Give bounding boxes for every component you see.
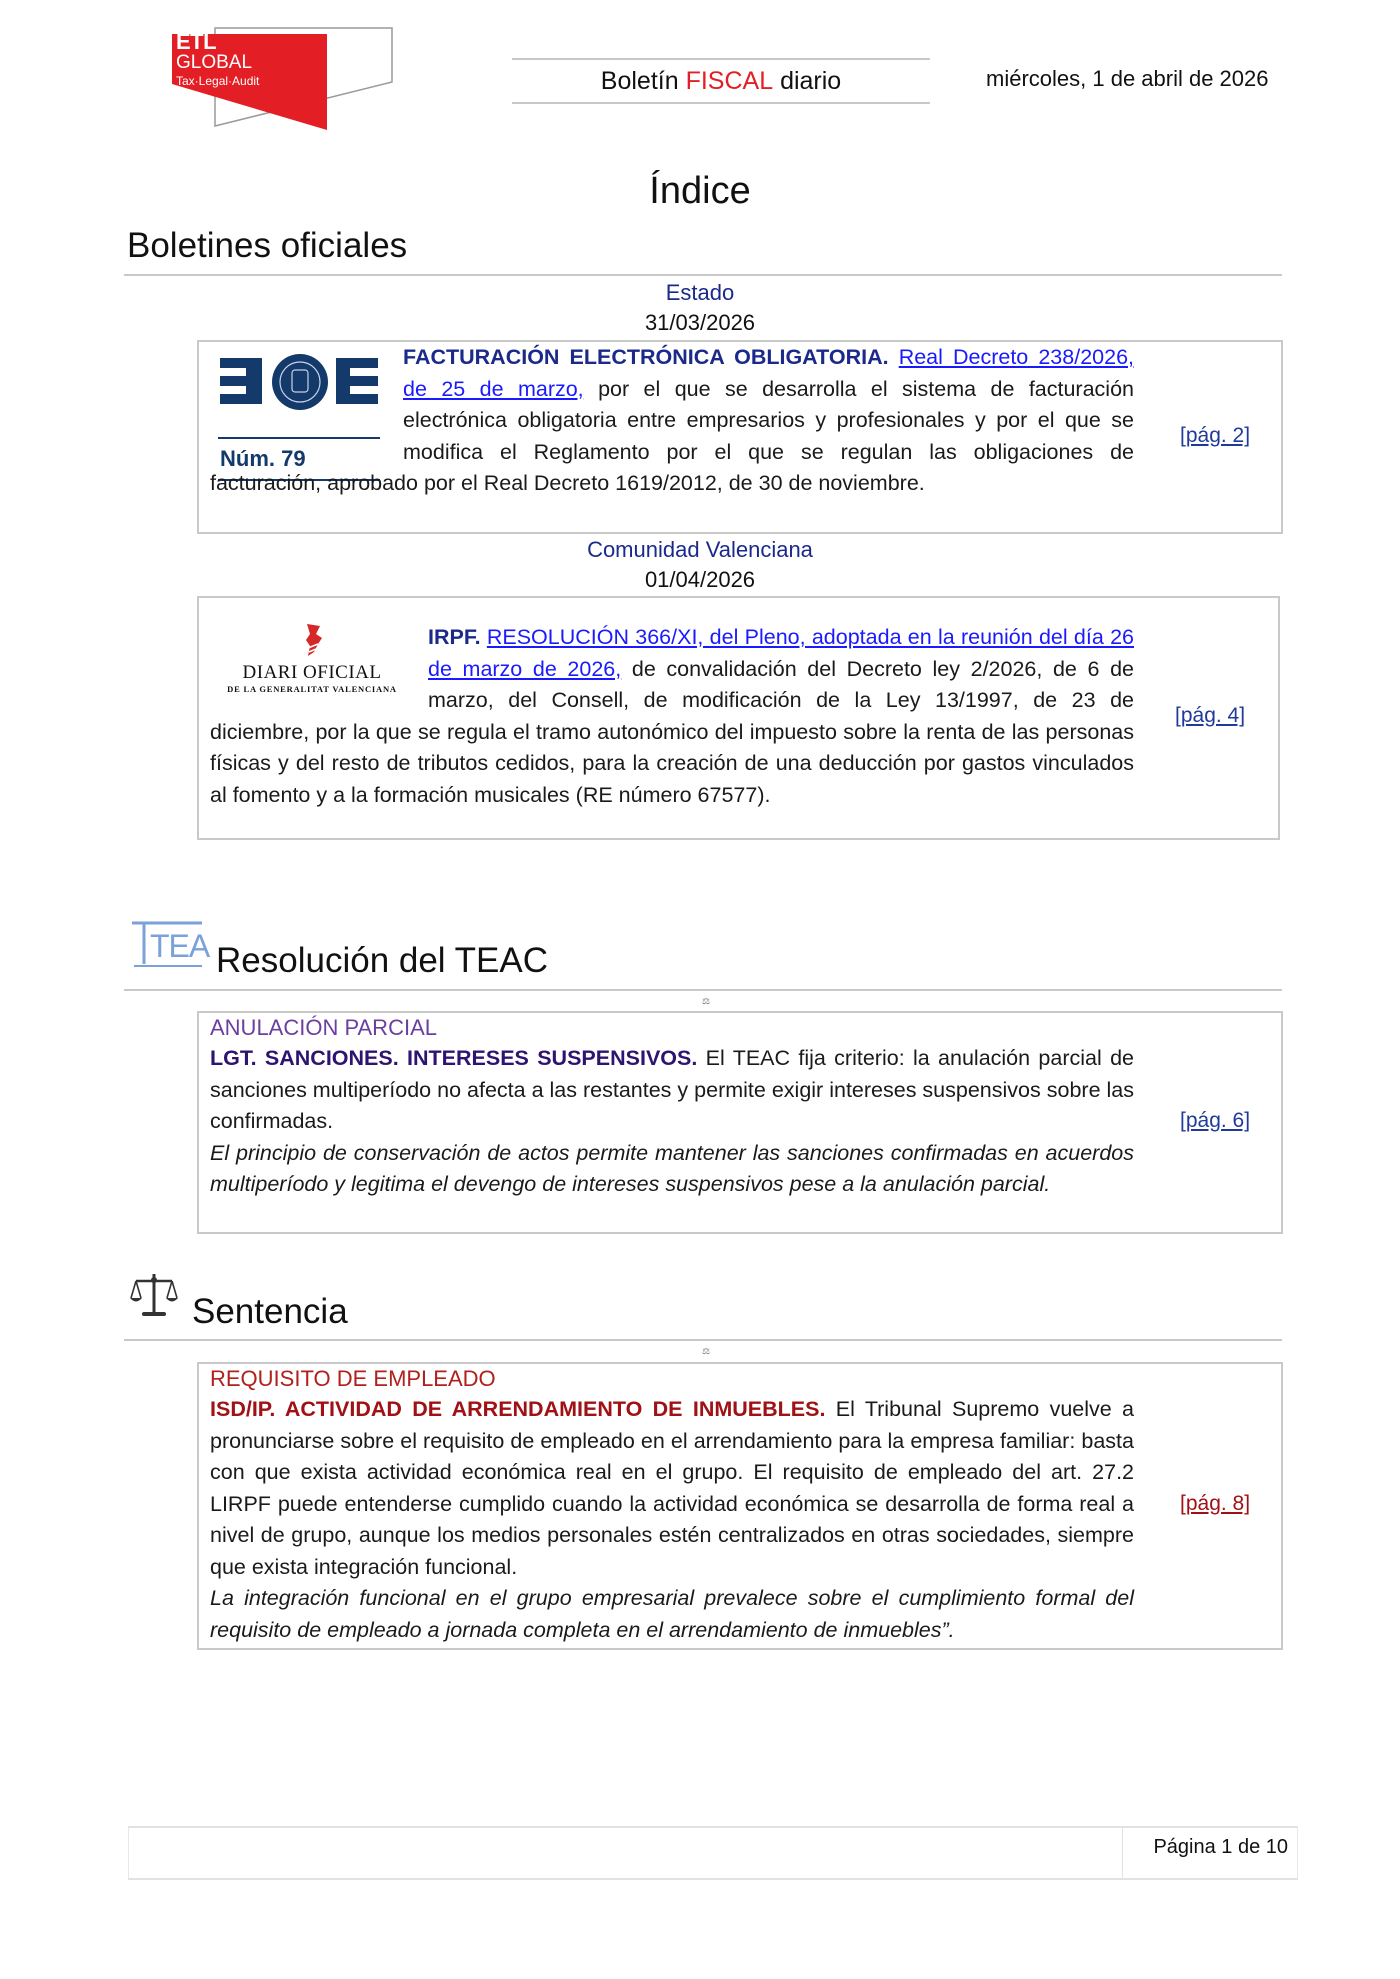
bulletin-title	[512, 58, 930, 104]
entry-summary-sentencia: La integración funcional en el grupo empresarial prevalece sobre el cumplimiento formal del requisito de empleado a jornada completa en el arrendamiento de inmuebles”.	[210, 1586, 1134, 1642]
logo-line3: Tax·Legal·Audit	[176, 74, 260, 88]
region-label-valenciana: Comunidad Valenciana	[587, 537, 813, 562]
anchor-marker-icon: ⚖	[702, 1346, 711, 1356]
tea-logo-text: TEA	[150, 928, 210, 964]
section-divider	[124, 274, 1282, 276]
dogv-name: DIARI OFICIAL	[242, 662, 382, 683]
dogv-subtitle: DE LA GENERALITAT VALENCIANA	[227, 684, 397, 694]
logo-line2: GLOBAL	[176, 52, 253, 73]
logo-float-spacer	[210, 622, 428, 716]
region-label-estado: Estado	[665, 280, 735, 305]
footer-divider	[1122, 1826, 1123, 1878]
etl-global-logo	[170, 26, 395, 132]
entry-body-dogv: de convalidación del Decreto ley 2/2026, de 6 de marzo, del Consell, de modificación de la Ley 13/1997, de 23 de diciembre, por la que se regula el tramo autonómico del impuesto sobre la renta de las personas físicas y del resto de tributos cedidos, para la creación de una deducción por gastos vinculados al fomento y a la formación musicales (RE número 67577).	[210, 656, 1134, 807]
page-ref-link-2[interactable]: [pág. 2]	[1180, 424, 1251, 447]
entry-topic: LGT. SANCIONES. INTERESES SUSPENSIVOS.	[210, 1046, 698, 1070]
teac-tag: ANULACIÓN PARCIAL	[210, 1015, 437, 1040]
logo-line1: ETL	[176, 29, 217, 54]
scales-icon	[130, 1272, 178, 1318]
entry-body-boe: por el que se desarrolla el sistema de facturación electrónica obligatoria entre empresarios y profesionales y por el que se modifica el Reglamento por el que se regulan las obligaciones de facturación, aprobado por el Real Decreto 1619/2012, de 30 de noviembre.	[210, 376, 1134, 495]
page-number: Página 1 de 10	[1153, 1836, 1288, 1858]
teac-entry-text	[210, 1043, 1134, 1201]
entry-topic: FACTURACIÓN ELECTRÓNICA OBLIGATORIA.	[403, 345, 889, 369]
entry-topic: ISD/IP. ACTIVIDAD DE ARRENDAMIENTO DE INMUEBLES.	[210, 1397, 826, 1421]
entry-body-sentencia: El Tribunal Supremo vuelve a pronunciarse sobre el requisito de empleado en el arrendamiento para la empresa familiar: basta con que exista actividad económica real en el grupo. El requisito de empleado del art. 27.2 LIRPF puede entenderse cumplido cuando la actividad económica se desarrolla de forma real a nivel de grupo, aunque los medios personales estén centralizados en otras sociedades, siempre que exista integración funcional.	[210, 1397, 1134, 1579]
title-highlight: FISCAL	[685, 66, 774, 95]
tea-logo	[130, 920, 210, 970]
dogv-entry-text	[210, 622, 1134, 811]
section-title-boletines: Boletines oficiales	[127, 226, 408, 265]
index-title: Índice	[649, 170, 751, 212]
scales-logo	[130, 1272, 178, 1318]
entry-topic: IRPF.	[428, 625, 481, 649]
section-title-teac: Resolución del TEAC	[216, 941, 549, 980]
page-ref-link-8[interactable]: [pág. 8]	[1180, 1492, 1251, 1515]
region-date-valenciana: 01/04/2026	[644, 567, 756, 592]
logo-float-spacer	[210, 342, 403, 468]
anchor-marker-icon: ⚖	[702, 996, 711, 1006]
title-prefix: Boletín	[600, 66, 679, 95]
section-divider	[124, 1339, 1282, 1341]
region-date-estado: 31/03/2026	[644, 310, 756, 335]
boe-decree-link[interactable]: Real Decreto 238/2026, de 25 de marzo,	[403, 345, 1134, 401]
sentencia-entry-text	[210, 1394, 1134, 1646]
title-suffix: diario	[780, 66, 842, 95]
resolution-link[interactable]: RESOLUCIÓN 366/XI, del Pleno, adoptada en la reunión del día 26 de marzo de 2026,	[428, 625, 1134, 681]
entry-body-teac: El TEAC fija criterio: la anulación parcial de sanciones multiperíodo no afecta a las restantes y permite exigir intereses suspensivos sobre las confirmadas.	[210, 1046, 1134, 1133]
boe-entry-text	[210, 342, 1134, 500]
section-title-sentencia: Sentencia	[192, 1292, 348, 1331]
sentencia-tag: REQUISITO DE EMPLEADO	[210, 1366, 496, 1391]
entry-summary-teac: El principio de conservación de actos permite mantener las sanciones confirmadas en acuerdos multiperíodo y legitima el devengo de intereses suspensivos pese a la anulación parcial.	[210, 1140, 1134, 1196]
page-ref-link-6[interactable]: [pág. 6]	[1180, 1109, 1251, 1132]
boe-issue-number: Núm. 79	[220, 446, 306, 471]
header-date: miércoles, 1 de abril de 2026	[986, 66, 1269, 91]
section-divider	[124, 989, 1282, 991]
page-ref-link-4[interactable]: [pág. 4]	[1175, 704, 1246, 727]
